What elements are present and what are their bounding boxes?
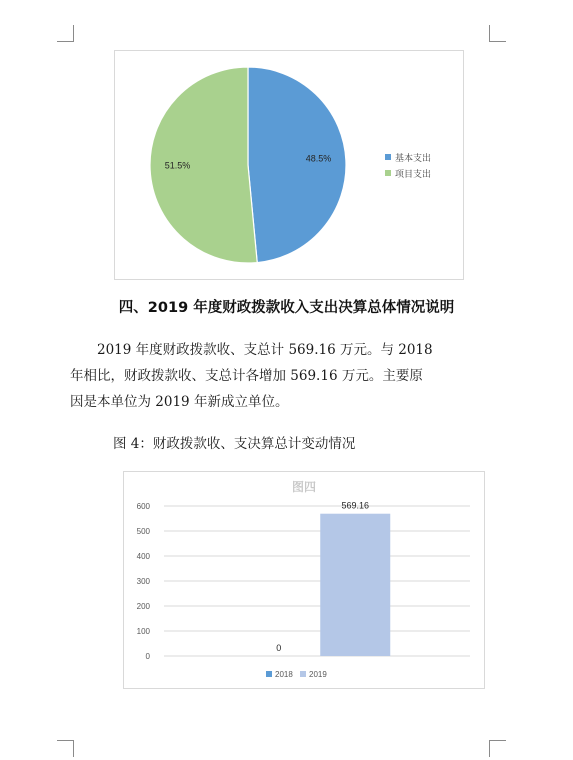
bar-y-tick-labels xyxy=(137,502,151,661)
bar-data-label: 0 xyxy=(276,643,282,653)
bar-y-tick-label: 0 xyxy=(145,652,150,661)
crop-mark-bottom-right xyxy=(489,740,506,757)
section-heading: 四、2019 年度财政拨款收入支出决算总体情况说明 xyxy=(118,300,455,316)
bar-chart-title: 图四 xyxy=(291,480,317,494)
pie-chart-svg xyxy=(115,51,463,279)
bar-y-tick-label: 500 xyxy=(136,527,150,536)
pie-legend xyxy=(385,152,431,179)
bar-gridlines xyxy=(164,506,470,656)
bar-legend xyxy=(266,670,327,679)
bar-y-tick-label: 400 xyxy=(136,552,150,561)
bar-y-tick-label: 200 xyxy=(136,602,150,611)
pie-data-label: 48.5% xyxy=(305,153,332,164)
bar-marks xyxy=(320,514,390,656)
crop-mark-bottom-left xyxy=(57,740,74,757)
pie-chart[interactable] xyxy=(114,50,464,280)
figure-caption: 图 4：财政拨款收、支决算总计变动情况 xyxy=(113,436,356,452)
crop-mark-top-right xyxy=(489,25,506,42)
legend-swatch-2019 xyxy=(300,671,306,677)
legend-swatch-2018 xyxy=(266,671,272,677)
pie-data-label: 51.5% xyxy=(164,160,191,171)
legend-label-project: 项目支出 xyxy=(395,169,432,179)
bar-data-label: 569.16 xyxy=(341,500,370,511)
paragraph-line: 2019 年度财政拨款收、支总计 569.16 万元。与 2018 xyxy=(97,342,433,358)
bar-chart-svg xyxy=(124,472,484,688)
legend-swatch-basic xyxy=(385,154,391,160)
paragraph-line: 年相比，财政拨款收、支总计各增加 569.16 万元。主要原 xyxy=(70,368,423,384)
body-paragraph xyxy=(70,337,494,415)
bar-2019 xyxy=(320,514,390,656)
bar-chart[interactable] xyxy=(123,471,485,689)
legend-swatch-project xyxy=(385,170,391,176)
bar-y-tick-label: 600 xyxy=(136,502,150,511)
crop-mark-top-left xyxy=(57,25,74,42)
legend-label-basic: 基本支出 xyxy=(395,153,432,163)
legend-label-2018: 2018 xyxy=(275,670,293,679)
bar-y-tick-label: 300 xyxy=(136,577,150,586)
paragraph-line: 因是本单位为 2019 年新成立单位。 xyxy=(70,394,289,410)
pie-slice xyxy=(248,67,346,263)
bar-y-tick-label: 100 xyxy=(136,627,150,636)
legend-label-2019: 2019 xyxy=(309,670,327,679)
